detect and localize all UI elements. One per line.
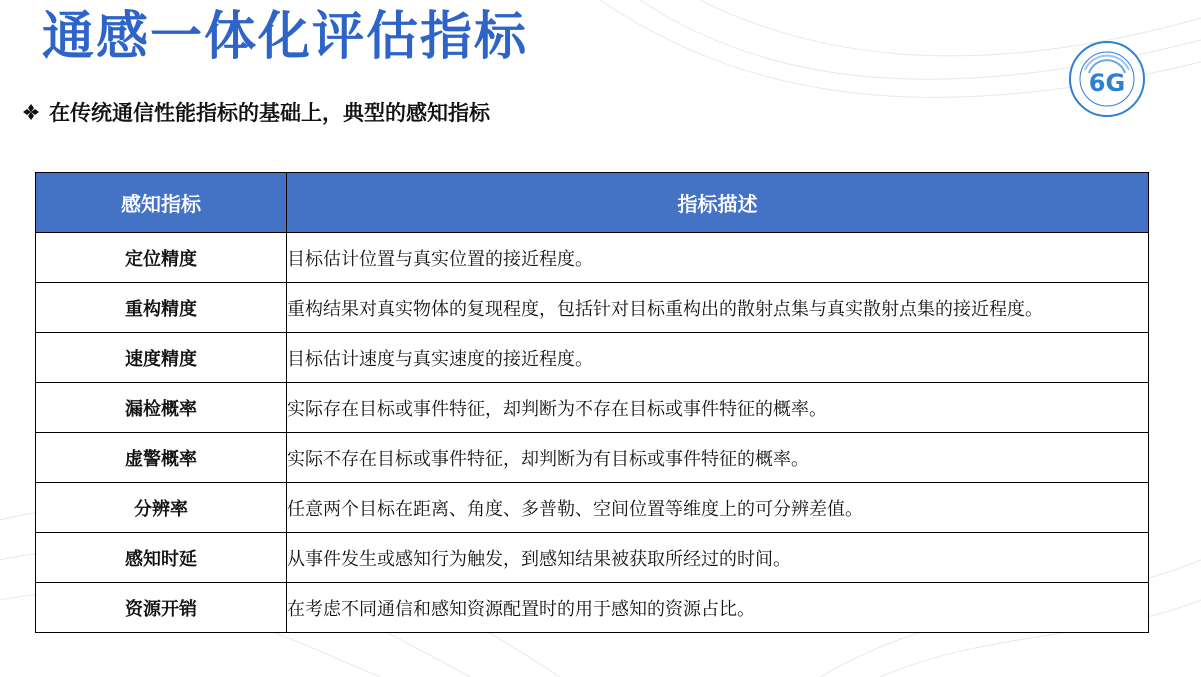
metric-name: 资源开销 <box>36 583 287 633</box>
metrics-table <box>35 172 1149 633</box>
metric-description: 目标估计速度与真实速度的接近程度。 <box>287 333 1149 383</box>
metric-name: 分辨率 <box>36 483 287 533</box>
metric-description: 实际不存在目标或事件特征，却判断为有目标或事件特征的概率。 <box>287 433 1149 483</box>
metric-description: 任意两个目标在距离、角度、多普勒、空间位置等维度上的可分辨差值。 <box>287 483 1149 533</box>
subtitle-text: 在传统通信性能指标的基础上，典型的感知指标 <box>49 101 490 125</box>
table-row <box>36 433 1149 483</box>
logo-text: 6G <box>1088 69 1126 97</box>
metric-description: 从事件发生或感知行为触发，到感知结果被获取所经过的时间。 <box>287 533 1149 583</box>
metric-name: 重构精度 <box>36 283 287 333</box>
table-row <box>36 533 1149 583</box>
table-row <box>36 283 1149 333</box>
metric-name: 定位精度 <box>36 233 287 283</box>
metric-name: 速度精度 <box>36 333 287 383</box>
table-row <box>36 383 1149 433</box>
metric-description: 在考虑不同通信和感知资源配置时的用于感知的资源占比。 <box>287 583 1149 633</box>
diamond-bullet-icon <box>22 103 40 121</box>
metric-name: 漏检概率 <box>36 383 287 433</box>
metric-description: 重构结果对真实物体的复现程度，包括针对目标重构出的散射点集与真实散射点集的接近程度。 <box>287 283 1149 333</box>
header-description: 指标描述 <box>287 173 1149 233</box>
table-row <box>36 483 1149 533</box>
table-row <box>36 333 1149 383</box>
subtitle <box>22 96 490 128</box>
table-row <box>36 583 1149 633</box>
metric-name: 感知时延 <box>36 533 287 583</box>
metric-description: 实际存在目标或事件特征，却判断为不存在目标或事件特征的概率。 <box>287 383 1149 433</box>
header-metric: 感知指标 <box>36 173 287 233</box>
metric-name: 虚警概率 <box>36 433 287 483</box>
metric-description: 目标估计位置与真实位置的接近程度。 <box>287 233 1149 283</box>
6g-logo-icon <box>1068 40 1146 118</box>
table-row <box>36 233 1149 283</box>
slide-title: 通感一体化评估指标 <box>42 7 529 67</box>
table-header-row <box>36 173 1149 233</box>
